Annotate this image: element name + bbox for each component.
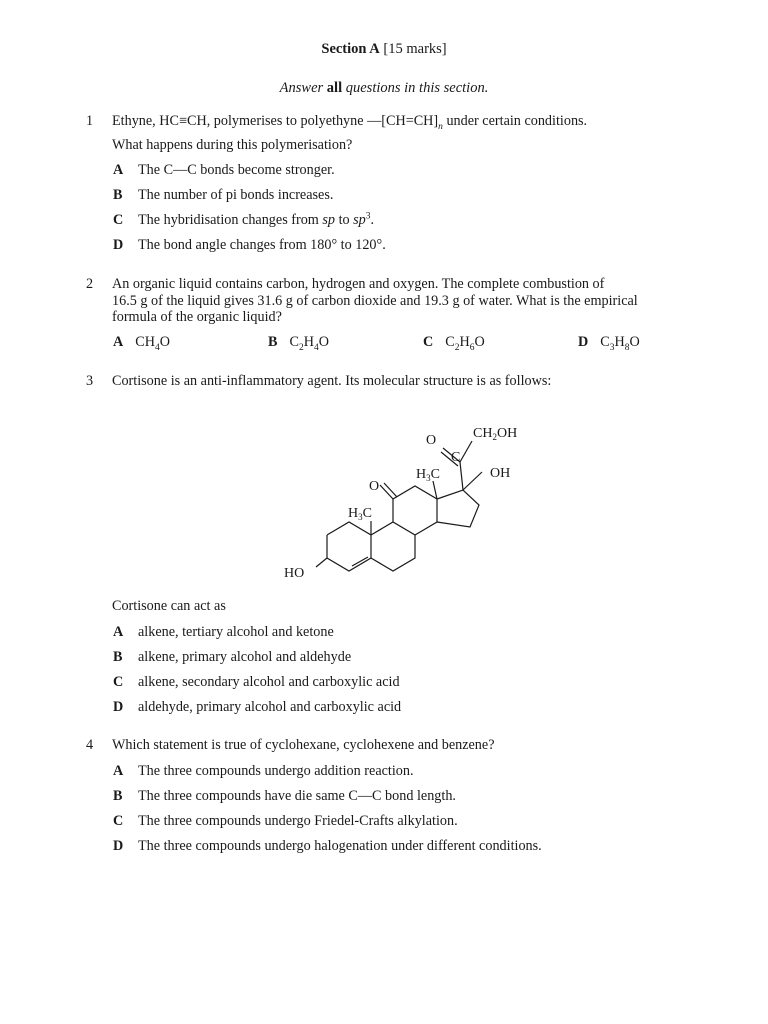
- q1-option-letter: C: [113, 212, 124, 228]
- q1-option-letter: B: [113, 187, 123, 203]
- question-3-lead: Cortisone can act as: [112, 598, 226, 614]
- q4-option-letter: C: [113, 813, 124, 829]
- q2-option-a: A $CH_4O$: [113, 334, 170, 353]
- hydroxyl-label: OH: [490, 466, 511, 481]
- q1-option-text: The bond angle changes from 180° to 120°.: [138, 237, 386, 253]
- q4-option-text: The three compounds have die same C—C bond length.: [138, 788, 456, 804]
- q4-option-text: The three compounds undergo addition reaction.: [138, 763, 414, 779]
- section-title: [0, 40, 768, 58]
- q3-option-text: alkene, tertiary alcohol and ketone: [138, 624, 334, 640]
- question-1-stem-line2: What happens during this polymerisation?: [112, 137, 353, 153]
- ch2oh-label: $CH_2OH$: [473, 426, 518, 442]
- q4-option-letter: A: [113, 763, 124, 779]
- cortisone-structure-diagram: [270, 415, 560, 590]
- question-1-number: 1: [86, 113, 94, 129]
- question-4-number: 4: [86, 737, 94, 753]
- question-1-stem-line1: Ethyne, HC≡CH, polymerises to polyethyne $—[CH=CH]_n$ under certain conditions.: [112, 113, 588, 132]
- q3-option-letter: A: [113, 624, 124, 640]
- section-instruction: Answer all questions in this section.: [279, 80, 489, 96]
- ring-ketone-oxygen-label: O: [369, 479, 380, 494]
- q2-option-c: C $C_2H_6O$: [423, 334, 485, 353]
- q4-option-letter: B: [113, 788, 123, 804]
- q3-option-text: alkene, primary alcohol and aldehyde: [138, 649, 352, 665]
- h3c-label-top: $H_3C$: [416, 467, 440, 483]
- question-3-stem: Cortisone is an anti-inflammatory agent. Its molecular structure is as follows:: [112, 373, 552, 389]
- question-4-stem: Which statement is true of cyclohexane, cyclohexene and benzene?: [112, 737, 495, 753]
- section-marks: [15 marks]: [383, 41, 447, 57]
- side-chain-oxygen-label: O: [426, 433, 437, 448]
- section-name: Section A: [321, 41, 380, 57]
- question-2-number: 2: [86, 276, 94, 292]
- q3-option-letter: C: [113, 674, 124, 690]
- q3-option-letter: D: [113, 699, 124, 715]
- q1-option-text: The number of pi bonds increases.: [138, 187, 334, 203]
- q3-option-text: aldehyde, primary alcohol and carboxylic acid: [138, 699, 402, 715]
- q2-option-b: B $C_2H_4O$: [268, 334, 329, 353]
- ho-label: HO: [284, 566, 305, 581]
- q3-option-letter: B: [113, 649, 123, 665]
- q2-option-d: D $C_3H_8O$: [578, 334, 640, 353]
- q3-option-text: alkene, secondary alcohol and carboxylic acid: [138, 674, 400, 690]
- q1-option-text: The hybridisation changes from sp to $sp^3$.: [138, 211, 375, 228]
- q1-option-text: The C—C bonds become stronger.: [138, 162, 335, 178]
- question-2-stem: An organic liquid contains carbon, hydrogen and oxygen. The complete combustion of 16.5 g of the liquid gives 31.6 g of carbon dioxide and 19.3 g of water. What is the empirical formula of the organic liquid?: [112, 276, 638, 325]
- q4-option-text: The three compounds undergo halogenation under different conditions.: [138, 838, 542, 854]
- question-3-number: 3: [86, 373, 94, 389]
- h3c-label-ring: $H_3C$: [348, 506, 372, 522]
- q1-option-letter: A: [113, 162, 124, 178]
- q4-option-text: The three compounds undergo Friedel-Crafts alkylation.: [138, 813, 458, 829]
- q4-option-letter: D: [113, 838, 124, 854]
- q1-option-letter: D: [113, 237, 124, 253]
- side-chain-carbon-label: C: [451, 450, 461, 465]
